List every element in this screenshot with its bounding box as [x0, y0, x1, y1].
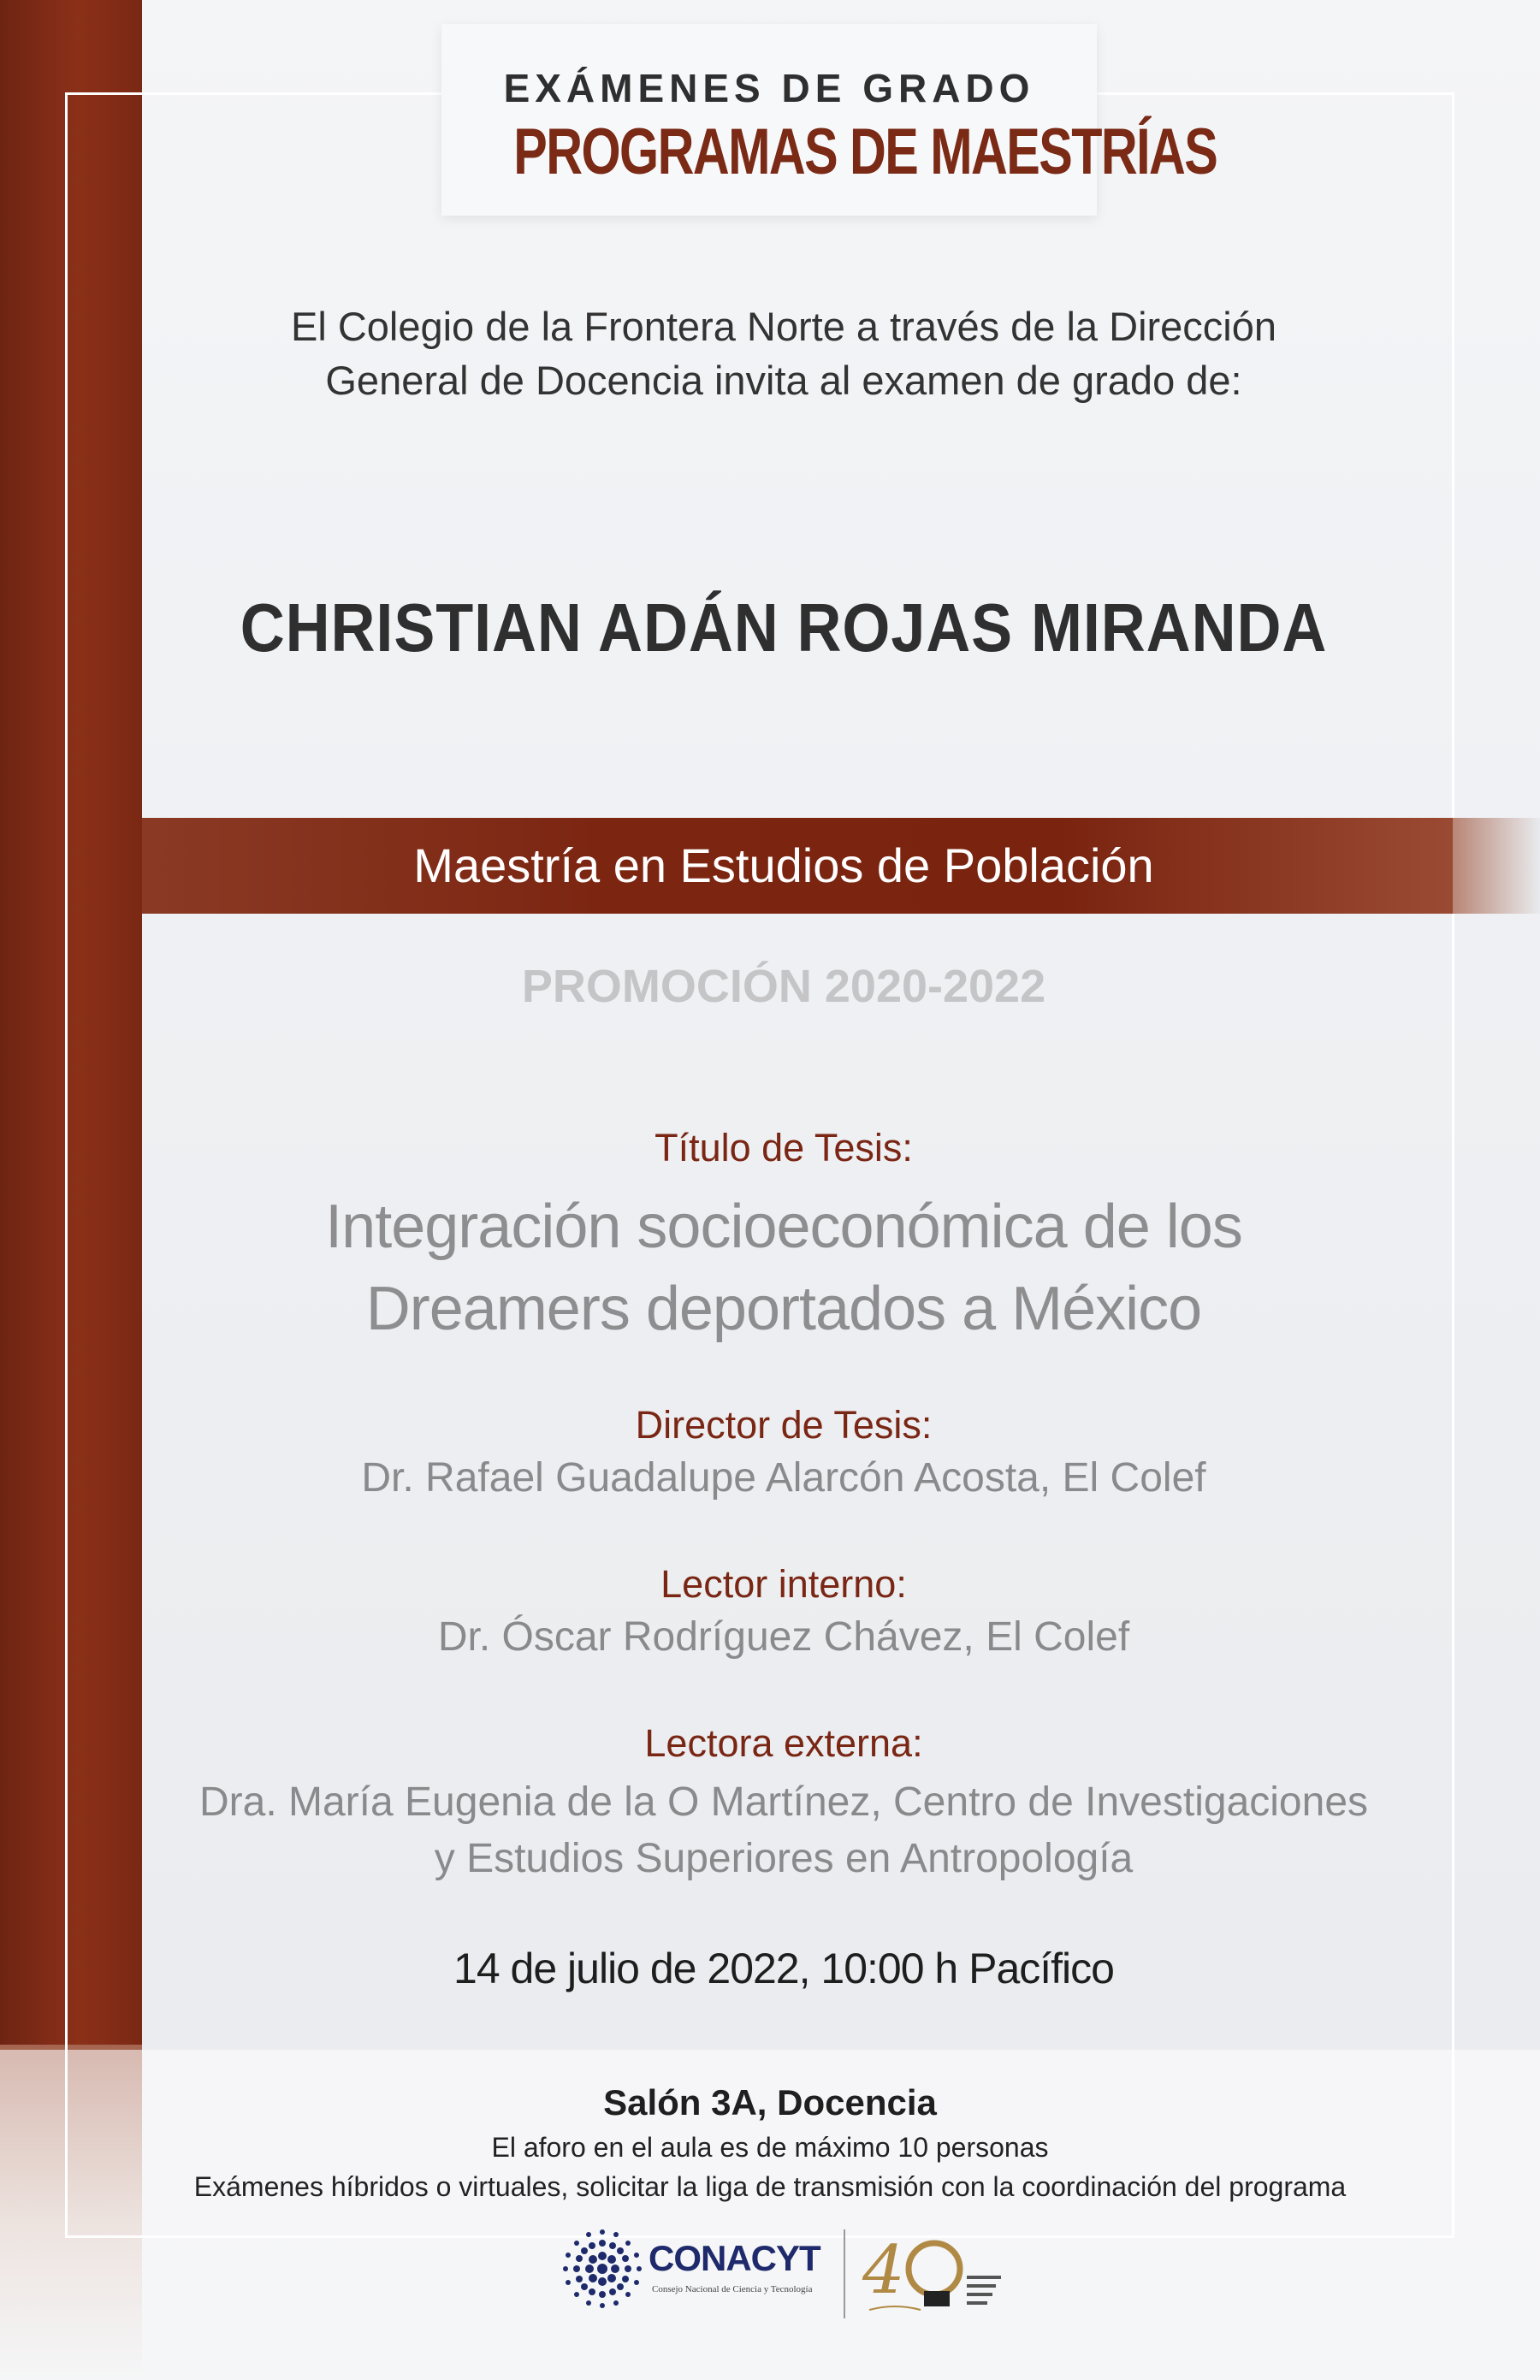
thesis-title: [142, 1186, 1425, 1350]
internal-reader-name: Dr. Óscar Rodríguez Chávez, El Colef: [437, 1614, 1130, 1660]
candidate-name: CHRISTIAN ADÁN ROJAS MIRANDA: [240, 589, 1328, 666]
intro-text: [142, 299, 1425, 407]
external-reader-label: Lectora externa:: [644, 1721, 923, 1765]
header-eyebrow: EXÁMENES DE GRADO: [503, 66, 1035, 110]
logos-row: [561, 2224, 1006, 2327]
logo-divider: [844, 2229, 845, 2318]
external-reader-name: [142, 1774, 1425, 1887]
hybrid-note: Exámenes híbridos o virtuales, solicitar la liga de transmisión con la coordinación del programa: [193, 2171, 1347, 2202]
svg-text:4: 4: [862, 2232, 905, 2309]
promotion-label: PROMOCIÓN 2020-2022: [521, 961, 1046, 1012]
header-card: [441, 24, 1217, 216]
exam-datetime: 14 de julio de 2022, 10:00 h Pacífico: [453, 1945, 1114, 1992]
director-name: Dr. Rafael Guadalupe Alarcón Acosta, El Colef: [361, 1455, 1206, 1501]
venue: Salón 3A, Docencia: [603, 2082, 937, 2122]
conacyt-subtitle: Consejo Nacional de Ciencia y Tecnología: [652, 2284, 813, 2294]
thesis-label: Título de Tesis:: [654, 1126, 913, 1169]
conacyt-name: CONACYT: [649, 2238, 820, 2278]
thesis-title-line-1: Integración socioeconómica de los: [325, 1193, 1242, 1261]
external-reader-name-line-2: y Estudios Superiores en Antropología: [434, 1836, 1134, 1881]
conacyt-logo-icon: [561, 2228, 643, 2310]
external-reader-name-line-1: Dra. María Eugenia de la O Martínez, Centro de Investigaciones: [198, 1779, 1369, 1825]
director-label: Director de Tesis:: [635, 1403, 933, 1447]
intro-line-2: General de Docencia invita al examen de grado de:: [325, 358, 1242, 403]
header-headline: PROGRAMAS DE MAESTRÍAS: [513, 115, 1217, 188]
intro-line-1: El Colegio de la Frontera Norte a través de la Dirección: [290, 304, 1277, 349]
program-name: Maestría en Estudios de Población: [413, 838, 1154, 892]
capacity-note: El aforo en el aula es de máximo 10 personas: [491, 2132, 1049, 2163]
colef-40-anos-logo-icon: [861, 2224, 1006, 2324]
internal-reader-label: Lector interno:: [660, 1562, 907, 1606]
program-band-fade: [1453, 818, 1540, 914]
thesis-title-line-2: Dreamers deportados a México: [365, 1275, 1202, 1343]
